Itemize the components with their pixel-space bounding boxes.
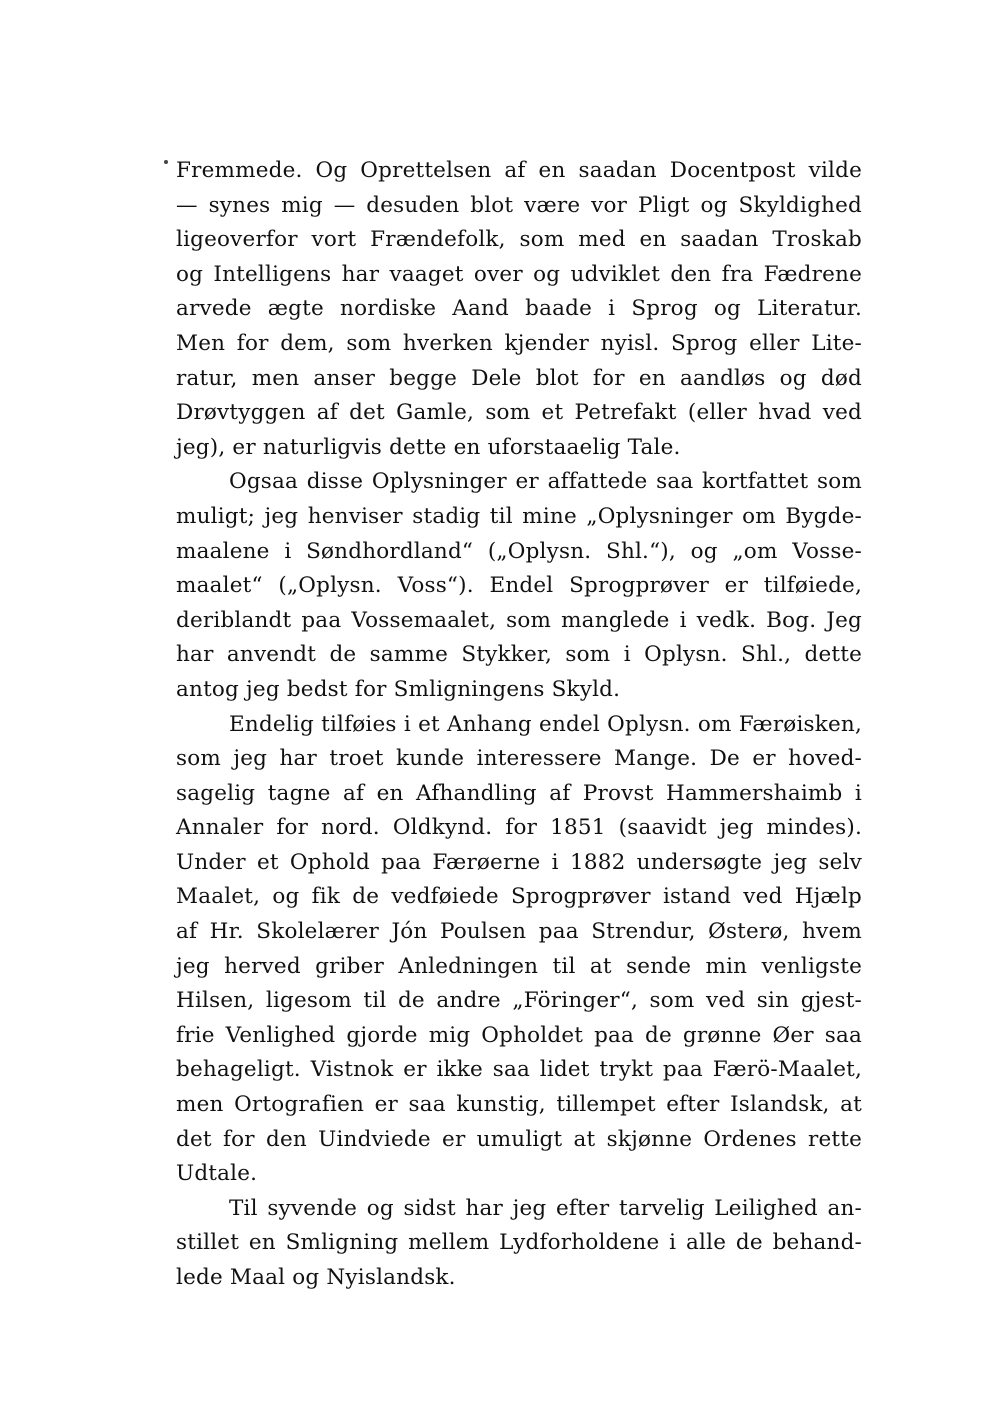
text-line: behageligt. Vistnok er ikke saa lidet trykt paa Færö-Maalet, <box>176 1057 862 1083</box>
text-line: og Intelligens har vaaget over og udviklet den fra Fædrene <box>176 261 862 287</box>
text-line: men Ortografien er saa kunstig, tillempet efter Islandsk, at <box>176 1092 862 1118</box>
text-line: Drøvtyggen af det Gamle, som et Petrefakt (eller hvad ved <box>176 400 862 426</box>
text-line: Ogsaa disse Oplysninger er affattede saa kortfattet som <box>229 469 862 495</box>
text-line: arvede ægte nordiske Aand baade i Sprog og Literatur. <box>176 296 862 322</box>
text-line: jeg), er naturligvis dette en uforstaaelig Tale. <box>176 434 681 460</box>
text-line: Annaler for nord. Oldkynd. for 1851 (saavidt jeg mindes). <box>176 815 862 841</box>
text-line: det for den Uindviede er umuligt at skjønne Ordenes rette <box>176 1126 862 1152</box>
text-line: stillet en Smligning mellem Lydforholdene i alle de behand- <box>176 1230 862 1256</box>
text-line: maalene i Søndhordland“ („Oplysn. Shl.“), og „om Vosse- <box>176 538 862 564</box>
paragraph-3 <box>176 708 862 1192</box>
text-line: Hilsen, ligesom til de andre „Föringer“, som ved sin gjest- <box>176 988 862 1014</box>
text-line: jeg herved griber Anledningen til at sende min venligste <box>176 953 862 979</box>
paragraph-1 <box>176 154 862 465</box>
text-line: har anvendt de samme Stykker, som i Oplysn. Shl., dette <box>176 642 862 668</box>
text-line: Maalet, og fik de vedføiede Sprogprøver istand ved Hjælp <box>176 884 862 910</box>
text-line: sagelig tagne af en Afhandling af Provst Hammershaimb i <box>176 780 862 806</box>
text-line: Men for dem, som hverken kjender nyisl. Sprog eller Lite- <box>176 330 862 356</box>
text-line: maalet“ („Oplysn. Voss“). Endel Sprogprøver er tilføiede, <box>176 573 862 599</box>
text-line: lede Maal og Nyislandsk. <box>176 1265 456 1290</box>
paragraph-4 <box>176 1192 862 1296</box>
paragraph-2 <box>176 465 862 707</box>
text-line: ratur, men anser begge Dele blot for en aandløs og død <box>176 365 862 391</box>
text-line: Under et Ophold paa Færøerne i 1882 undersøgte jeg selv <box>176 849 862 875</box>
text-line: antog jeg bedst for Smligningens Skyld. <box>176 676 621 702</box>
text-line: Til syvende og sidst har jeg efter tarvelig Leilighed an- <box>229 1195 862 1221</box>
text-line: deriblandt paa Vossemaalet, som manglede i vedk. Bog. Jeg <box>176 607 862 633</box>
text-line: af Hr. Skolelærer Jón Poulsen paa Strendur, Østerø, hvem <box>176 919 862 945</box>
text-line: Endelig tilføies i et Anhang endel Oplysn. om Færøisken, <box>229 711 862 737</box>
text-line: muligt; jeg henviser stadig til mine „Oplysninger om Bygde- <box>176 503 862 529</box>
stray-print-mark <box>164 160 168 164</box>
text-line: som jeg har troet kunde interessere Mange. De er hoved- <box>176 746 862 772</box>
text-line: ligeoverfor vort Frændefolk, som med en saadan Troskab <box>176 227 862 253</box>
text-line: — synes mig — desuden blot være vor Pligt og Skyldighed <box>176 192 862 218</box>
text-line: Udtale. <box>176 1161 258 1187</box>
text-line: Fremmede. Og Oprettelsen af en saadan Docentpost vilde <box>176 158 862 183</box>
body-text <box>176 154 862 1296</box>
text-line: frie Venlighed gjorde mig Opholdet paa de grønne Øer saa <box>176 1022 862 1048</box>
